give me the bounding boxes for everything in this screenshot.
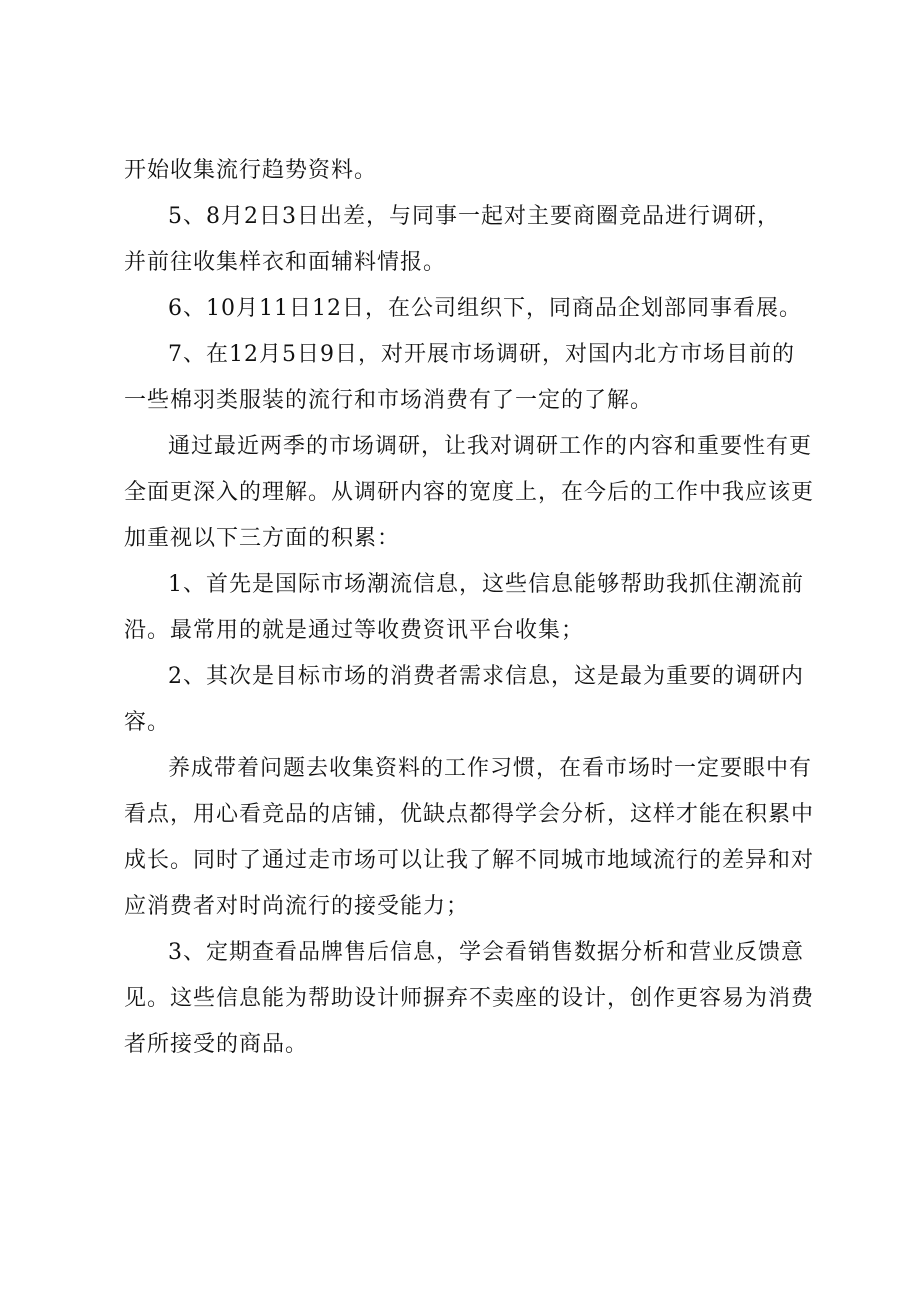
text-line: 沿。最常用的就是通过等收费资讯平台收集； xyxy=(124,618,585,643)
text-line: 6、10月11日12日，在公司组织下，同商品企划部同事看展。 xyxy=(168,296,802,321)
text-line: 见。这些信息能为帮助设计师摒弃不卖座的设计，创作更容易为消费 xyxy=(124,986,815,1011)
text-line: 并前往收集样衣和面辅料情报。 xyxy=(124,250,447,275)
text-line: 通过最近两季的市场调研，让我对调研工作的内容和重要性有更 xyxy=(168,434,813,459)
text-line: 者所接受的商品。 xyxy=(124,1032,309,1057)
text-line: 开始收集流行趋势资料。 xyxy=(124,158,378,183)
text-line: 一些棉羽类服装的流行和市场消费有了一定的了解。 xyxy=(124,388,654,413)
text-line: 成长。同时了通过走市场可以让我了解不同城市地域流行的差异和对 xyxy=(124,848,815,873)
text-line: 加重视以下三方面的积累： xyxy=(124,526,401,551)
text-line: 应消费者对时尚流行的接受能力； xyxy=(124,894,470,919)
text-line: 2、其次是目标市场的消费者需求信息，这是最为重要的调研内 xyxy=(168,664,804,689)
text-line: 看点，用心看竞品的店铺，优缺点都得学会分析，这样才能在积累中 xyxy=(124,802,815,827)
text-line: 3、定期查看品牌售后信息，学会看销售数据分析和营业反馈意 xyxy=(168,940,804,965)
text-line: 全面更深入的理解。从调研内容的宽度上，在今后的工作中我应该更 xyxy=(124,480,815,505)
text-line: 养成带着问题去收集资料的工作习惯，在看市场时一定要眼中有 xyxy=(168,756,813,781)
text-line: 5、8月2日3日出差，与同事一起对主要商圈竞品进行调研， xyxy=(168,204,780,229)
text-line: 容。 xyxy=(124,710,171,735)
document-body xyxy=(124,148,824,1068)
text-line: 1、首先是国际市场潮流信息，这些信息能够帮助我抓住潮流前 xyxy=(168,572,804,597)
text-line: 7、在12月5日9日，对开展市场调研，对国内北方市场目前的 xyxy=(168,342,795,367)
